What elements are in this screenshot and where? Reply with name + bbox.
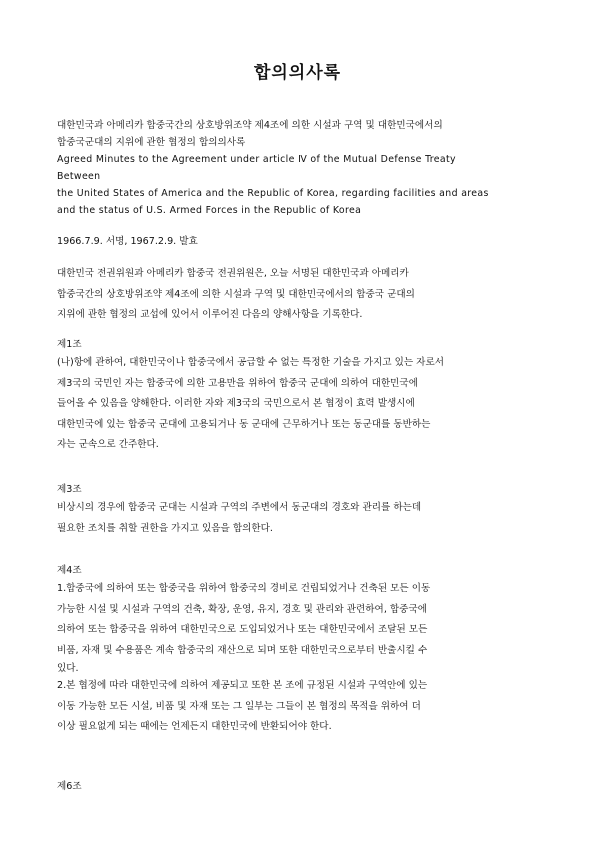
section-line: 제3국의 국민인 자는 합중국에 의한 고용만을 위하여 합중국 군대에 의하여 대한민국에 [57, 377, 418, 389]
section-line: 이상 필요없게 되는 때에는 언제든지 대한민국에 반환되어야 한다. [57, 721, 332, 732]
header-line-english: and the status of U.S. Armed Forces in the Republic of Korea [57, 205, 362, 216]
section-line: 2.본 협정에 따라 대한민국에 의하여 제공되고 또한 본 조에 규정된 시설과 구역안에 있는 [57, 680, 428, 691]
section-line: 비상시의 경우에 합중국 군대는 시설과 구역의 주변에서 동군대의 경호와 관리를 하는데 [57, 502, 422, 513]
section-line: 의하여 또는 합중국을 위하여 대한민국으로 도입되었거나 또는 대한민국에서 조달된 모든 [57, 624, 428, 635]
header-line-english: the United States of America and the Republic of Korea, regarding facilities and areas [57, 188, 489, 199]
section-article-4 [57, 562, 547, 738]
section-heading: 제6조 [57, 781, 82, 792]
section-heading: 제1조 [57, 339, 82, 350]
preamble [57, 264, 547, 326]
section-article-3 [57, 481, 547, 539]
section-heading: 제4조 [57, 565, 82, 576]
section-line: 이동 가능한 모든 시설, 비품 및 자재 또는 그 일부는 그들이 본 협정의 목적을 위하여 더 [57, 700, 421, 712]
section-line: 대한민국에 있는 합중국 군대에 고용되거나 동 군대에 근무하거나 또는 동군대를 동반하는 [57, 418, 431, 430]
section-line: 필요한 조치를 취할 권한을 가지고 있음을 합의한다. [57, 522, 273, 534]
preamble-line: 지위에 관한 협정의 교섭에 있어서 이루어진 다음의 양해사항을 기록한다. [57, 309, 363, 320]
section-article-1 [57, 336, 547, 456]
section-line: 가능한 시설 및 시설과 구역의 건축, 확장, 운영, 유지, 경호 및 관리와 관련하여, 합중국에 [57, 603, 427, 615]
header-line: 대한민국과 아메리카 합중국간의 상호방위조약 제4조에 의한 시설과 구역 및 대한민국에서의 [57, 120, 443, 131]
signing-dates [57, 233, 547, 250]
document-title: 합의의사록 [253, 63, 342, 83]
header-line-english: Between [57, 171, 101, 182]
section-article-6 [57, 778, 547, 795]
section-line: 자는 군속으로 간주한다. [57, 439, 159, 450]
dates-text: 1966.7.9. 서명, 1967.2.9. 발효 [57, 236, 198, 247]
agreement-header [57, 117, 547, 219]
section-line: 비품, 자재 및 수용품은 계속 합중국의 재산으로 되며 또한 대한민국으로부터 반출시킬 수 [57, 644, 428, 656]
section-heading: 제3조 [57, 484, 82, 495]
section-line: 들어올 수 있음을 양해한다. 이러한 자와 제3국의 국민으로서 본 협정이 효력 발생시에 [57, 398, 415, 409]
section-line: 1.합중국에 의하여 또는 합중국을 위하여 합중국의 경비로 건립되었거나 건축된 모든 이동 [57, 583, 431, 594]
header-line: 합중국군대의 지위에 관한 협정의 합의의사록 [57, 137, 246, 148]
section-line: (나)항에 관하여, 대한민국이나 합중국에서 공급할 수 없는 특정한 기술을 가지고 있는 자로서 [57, 357, 444, 368]
section-line: 있다. [57, 663, 79, 674]
preamble-line: 합중국간의 상호방위조약 제4조에 의한 시설과 구역 및 대한민국에서의 합중국 군대의 [57, 288, 415, 300]
preamble-line: 대한민국 전권위원과 아메리카 합중국 전권위원은, 오늘 서명된 대한민국과 아메리카 [57, 268, 409, 279]
header-line-english: Agreed Minutes to the Agreement under article Ⅳ of the Mutual Defense Treaty [57, 154, 456, 165]
